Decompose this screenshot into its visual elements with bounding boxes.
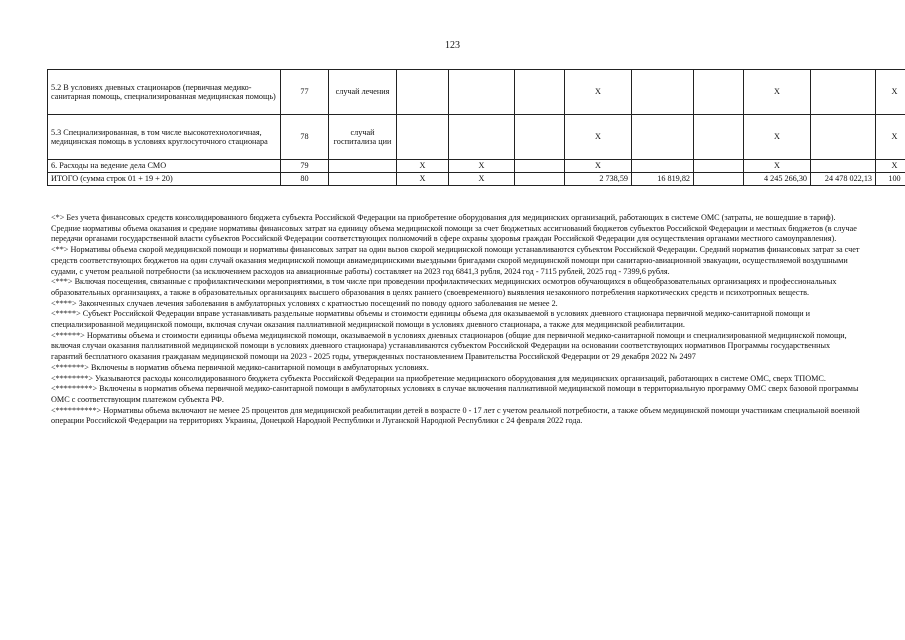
table-cell: 4 245 266,30	[744, 173, 811, 186]
row-unit	[329, 173, 397, 186]
footnote: <*******> Включены в норматив объема первичной медико-санитарной помощи в амбулаторных условиях.	[51, 362, 429, 372]
row-name: 5.3 Специализированная, в том числе высокотехнологичная, медицинская помощь в условиях круглосуточного стационара	[48, 115, 281, 160]
table-cell	[694, 115, 744, 160]
table-cell: X	[565, 115, 632, 160]
page-number: 123	[445, 40, 460, 51]
table-cell: X	[449, 160, 515, 173]
table-cell: X	[876, 70, 905, 115]
table-cell	[515, 173, 565, 186]
table-row	[48, 160, 905, 173]
table-row-total	[48, 173, 905, 186]
row-unit: случай госпитализа ции	[329, 115, 397, 160]
table-cell: X	[876, 115, 905, 160]
row-name: 5.2 В условиях дневных стационаров (первичная медико-санитарная помощь, специализированная медицинская помощь)	[48, 70, 281, 115]
row-unit: случай лечения	[329, 70, 397, 115]
table-cell: X	[397, 160, 449, 173]
table-cell: X	[876, 160, 905, 173]
table-cell: X	[397, 173, 449, 186]
table-cell: X	[565, 160, 632, 173]
table-cell	[694, 160, 744, 173]
table-cell: X	[744, 115, 811, 160]
row-code: 79	[281, 160, 329, 173]
table-cell	[632, 70, 694, 115]
table-cell	[397, 115, 449, 160]
table-cell	[632, 160, 694, 173]
row-name: ИТОГО (сумма строк 01 + 19 + 20)	[48, 173, 281, 186]
table-cell: X	[744, 160, 811, 173]
table-cell	[515, 115, 565, 160]
footnote: <******> Нормативы объема и стоимости единицы объема медицинской помощи, оказываемой в условиях дневных стационаров (общие для первичной медико-санитарной помощи и специализированной медицинской помощи, включая случаи оказания паллиативной медицинской помощи в условиях дневного стационара) устанавливаются субъектом Российской Федерации на основании соответствующих нормативов Программы государственных гарантий бесплатного оказания гражданам медицинской помощи на 2023 - 2025 годы, утвержденных постановлением Правительства Российской Федерации от 29 декабря 2022 № 2497	[51, 330, 847, 362]
table-row	[48, 115, 905, 160]
table-row	[48, 70, 905, 115]
row-code: 78	[281, 115, 329, 160]
footnote: <***> Включая посещения, связанные с профилактическими мероприятиями, в том числе при проведении профилактических медицинских осмотров обучающихся в общеобразовательных организациях и профессиональных образовательных организациях, а также в образовательных организациях высшего образования в целях раннего (своевременного) выявления незаконного потребления наркотических средств и психотропных веществ.	[51, 277, 837, 297]
table-cell: 24 478 022,13	[811, 173, 876, 186]
row-code: 77	[281, 70, 329, 115]
footnote: <*> Без учета финансовых средств консолидированного бюджета субъекта Российской Федерации на приобретение оборудования для медицинских организаций, работающих в системе ОМС (затраты, не вошедшие в тариф).	[51, 213, 836, 222]
table-cell	[694, 173, 744, 186]
footnote: <****> Законченных случаев лечения заболевания в амбулаторных условиях с кратностью посещений по поводу одного заболевания не менее 2.	[51, 298, 558, 308]
table-cell	[515, 70, 565, 115]
table-cell	[397, 70, 449, 115]
table-cell: 100	[876, 173, 905, 186]
table-cell: X	[744, 70, 811, 115]
footnote: <*********> Включены в норматив объема первичной медико-санитарной помощи в амбулаторных условиях в случае включения паллиативной медицинской помощи в территориальную программу ОМС сверх базовой программы ОМС с соответствующим платежом субъекта РФ.	[51, 384, 859, 404]
table-cell: 16 819,82	[632, 173, 694, 186]
row-unit	[329, 160, 397, 173]
row-name: 6. Расходы на ведение дела СМО	[48, 160, 281, 173]
footnote: Средние нормативы объема оказания и средние нормативы финансовых затрат на единицу объема медицинской помощи за счет бюджетных ассигнований бюджетов субъектов Российской Федерации и местных бюджетов (в случае передачи органами государственной власти субъектов Российской Федерации соответствующих полномочий в сфере охраны здоровья граждан Российской Федерации для осуществления органами местного самоуправления).	[51, 223, 857, 244]
footnote: <*****> Субъект Российской Федерации вправе устанавливать раздельные нормативы объемы и стоимости единицы объема для оказываемой в условиях дневного стационара первичной медико-санитарной помощи и специализированной медицинской помощи, включая случаи оказания паллиативной медицинской помощи в условиях дневного стационара, а также для медицинской реабилитации.	[51, 309, 811, 330]
footnotes	[51, 213, 861, 427]
table-cell: X	[565, 70, 632, 115]
table-cell	[515, 160, 565, 173]
table-cell	[449, 70, 515, 115]
footnote: <**> Нормативы объема скорой медицинской помощи и нормативы финансовых затрат на один вызов скорой медицинской помощи устанавливаются субъектом Российской Федерации. Средний норматив финансовых затрат за счет средств соответствующих бюджетов на один случай оказания медицинской помощи авиамедицинскими выездными бригадами скорой медицинской помощи при санитарно-авиационной эвакуации, осуществляемой воздушными судами, с учетом реальной потребности (за исключением расходов на авиационные работы) составляет на 2023 год 6841,3 рубля, 2024 год - 7115 рублей, 2025 год - 7399,6 рубля.	[51, 245, 860, 276]
table-cell: X	[449, 173, 515, 186]
table-cell	[811, 160, 876, 173]
table-cell	[811, 70, 876, 115]
table-cell	[811, 115, 876, 160]
normatives-table	[47, 69, 905, 186]
table-cell	[449, 115, 515, 160]
table-cell	[632, 115, 694, 160]
footnote: <**********> Нормативы объема включают не менее 25 процентов для медицинской реабилитации детей в возрасте 0 - 17 лет с учетом реальной потребности, а также объем медицинской помощи участникам специальной военной операции Российской Федерации на территориях Украины, Донецкой Народной Республики и Луганской Народной Республики с 24 февраля 2022 года.	[51, 405, 860, 426]
table-cell: 2 738,59	[565, 173, 632, 186]
row-code: 80	[281, 173, 329, 186]
table-cell	[694, 70, 744, 115]
footnote: <********> Указываются расходы консолидированного бюджета субъекта Российской Федерации на приобретение медицинского оборудования для медицинских организаций, работающих в системе ОМС, сверх ТПОМС.	[51, 373, 826, 383]
